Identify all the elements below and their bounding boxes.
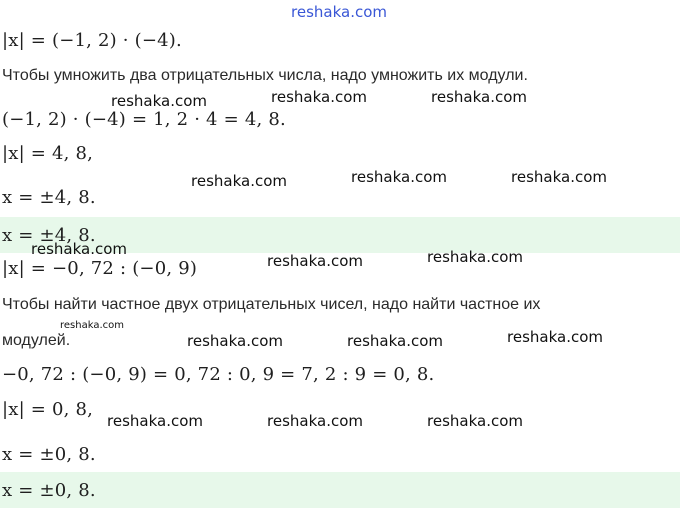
equation-line: (−1, 2) · (−4) = 1, 2 · 4 = 4, 8. [2,109,286,130]
watermark: reshaka.com [291,3,387,21]
watermark: reshaka.com [267,412,363,430]
explanation-line: Чтобы найти частное двух отрицательных чисел, надо найти частное их [2,296,541,313]
watermark: reshaka.com [427,248,523,266]
watermark: reshaka.com [427,412,523,430]
watermark: reshaka.com [347,332,443,350]
equation-line: x = ±4, 8. [2,187,96,208]
watermark: reshaka.com [351,168,447,186]
equation-line: |x| = −0, 72 : (−0, 9) [2,258,198,279]
watermark: reshaka.com [187,332,283,350]
explanation-line: Чтобы умножить два отрицательных числа, надо умножить их модули. [2,67,528,84]
equation-line: |x| = (−1, 2) · (−4). [2,30,182,51]
equation-line: |x| = 0, 8, [2,399,94,420]
watermark: reshaka.com [507,328,603,346]
answer-line: x = ±0, 8. [2,480,96,501]
watermark: reshaka.com [60,320,124,331]
answer-line: x = ±4, 8. [2,225,96,246]
watermark: reshaka.com [111,92,207,110]
watermark: reshaka.com [31,240,127,258]
watermark: reshaka.com [511,168,607,186]
watermark: reshaka.com [271,88,367,106]
watermark: reshaka.com [191,172,287,190]
watermark: reshaka.com [431,88,527,106]
equation-line: x = ±0, 8. [2,444,96,465]
equation-line: |x| = 4, 8, [2,143,94,164]
watermark: reshaka.com [107,412,203,430]
explanation-line: модулей. [2,332,71,349]
watermark: reshaka.com [267,252,363,270]
answer-highlight-2 [0,472,680,508]
equation-line: −0, 72 : (−0, 9) = 0, 72 : 0, 9 = 7, 2 : 9 = 0, 8. [2,364,435,385]
